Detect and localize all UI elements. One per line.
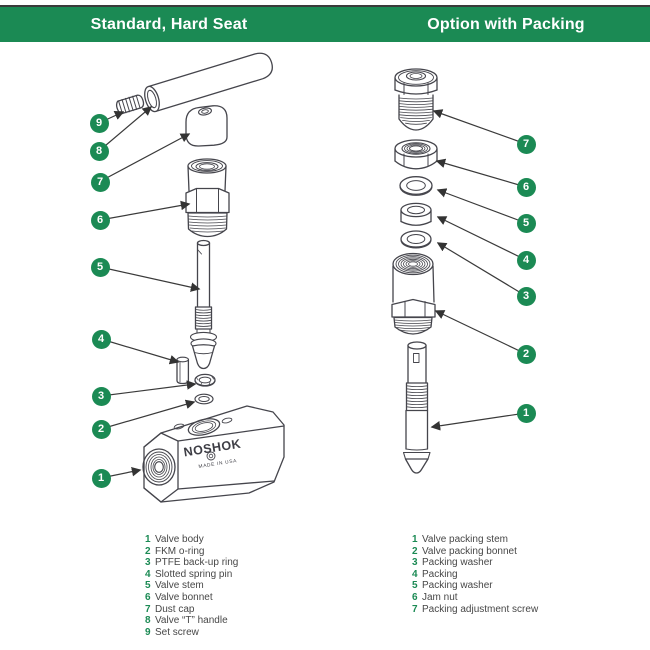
spring-pin-drawing [177,357,188,383]
legend-item-number: 2 [412,545,418,557]
packing-stem-drawing [404,342,431,473]
callout-left-1: 1 [92,469,111,488]
legend-item-number: 4 [412,568,418,580]
legend-item-label: Dust cap [155,603,195,615]
jam-nut-drawing [395,140,437,169]
callout-right-1: 1 [517,404,536,423]
valve-bonnet-drawing [186,159,229,237]
legend-item-label: Packing washer [422,580,493,592]
o-ring-drawing [195,394,213,404]
legend-item-label: Valve bonnet [155,591,213,603]
legend-item [412,592,538,604]
origin-marking: MADE IN USA [198,458,238,471]
packing-bonnet-drawing [392,254,435,335]
packing-drawing [401,203,431,225]
legend-item-number: 1 [145,534,151,545]
legend-item [412,604,538,616]
legend-item-label: Packing washer [422,557,493,569]
legend-item-number: 7 [412,603,418,615]
legend-item-number: 3 [145,557,151,569]
callout-left-8: 8 [90,142,109,161]
legend-item-number: 5 [145,580,151,592]
legend-item [145,627,238,639]
legend-item [145,592,238,604]
callout-right-2: 2 [517,345,536,364]
legend-item-label: FKM o-ring [155,545,205,557]
callout-left-4: 4 [92,330,111,349]
legend-item [145,534,238,546]
legend-item [412,546,538,558]
set-screw-drawing [115,94,145,115]
valve-stem-drawing [191,241,217,369]
callout-left-7: 7 [91,173,110,192]
callout-left-9: 9 [90,114,109,133]
legend-item-label: Valve stem [155,580,204,592]
packing-adjustment-screw-drawing [395,69,437,130]
legend-item [145,569,238,581]
legend-standard [145,534,238,638]
legend-item-label: Valve body [155,534,204,545]
legend-item-number: 6 [412,591,418,603]
packing-washer-upper-drawing [400,177,432,196]
legend-item-number: 2 [145,545,151,557]
legend-item [145,557,238,569]
packing-washer-lower-drawing [401,231,431,248]
legend-item [145,615,238,627]
callout-arrows [99,107,526,478]
callout-right-5: 5 [517,214,536,233]
callout-right-6: 6 [517,178,536,197]
legend-item [412,534,538,546]
backup-ring-drawing [195,374,215,386]
legend-item [145,546,238,558]
dust-cap-drawing [186,106,227,146]
legend-item [145,580,238,592]
legend-item [412,557,538,569]
legend-item-number: 6 [145,591,151,603]
legend-item-label: Slotted spring pin [155,568,233,580]
legend-item-label: Set screw [155,626,199,638]
t-handle-drawing [142,50,275,113]
valve-body-drawing [143,406,284,502]
legend-item [412,569,538,581]
callout-right-4: 4 [517,251,536,270]
callout-left-3: 3 [92,387,111,406]
legend-item-label: Packing adjustment screw [422,603,539,615]
legend-item-label: Valve packing bonnet [422,545,517,557]
legend-item-number: 9 [145,626,151,638]
right-section-title: Option with Packing [427,15,585,33]
legend-item [412,580,538,592]
legend-item-label: PTFE back-up ring [155,557,239,569]
legend-packing [412,534,538,615]
callout-right-3: 3 [517,287,536,306]
left-section-title: Standard, Hard Seat [90,15,248,33]
legend-item-number: 5 [412,580,418,592]
legend-item-number: 8 [145,615,151,627]
legend-item-number: 4 [145,568,151,580]
legend-item-number: 7 [145,603,151,615]
legend-item-label: Jam nut [422,591,458,603]
legend-item-label: Valve packing stem [422,534,508,545]
legend-item [145,604,238,616]
brand-marking: NOSHOK [182,436,243,460]
callout-left-5: 5 [91,258,110,277]
callout-left-2: 2 [92,420,111,439]
legend-item-label: Valve “T” handle [155,615,228,627]
callout-left-6: 6 [91,211,110,230]
callout-right-7: 7 [517,135,536,154]
legend-item-number: 1 [412,534,418,545]
legend-item-number: 3 [412,557,418,569]
legend-item-label: Packing [422,568,458,580]
